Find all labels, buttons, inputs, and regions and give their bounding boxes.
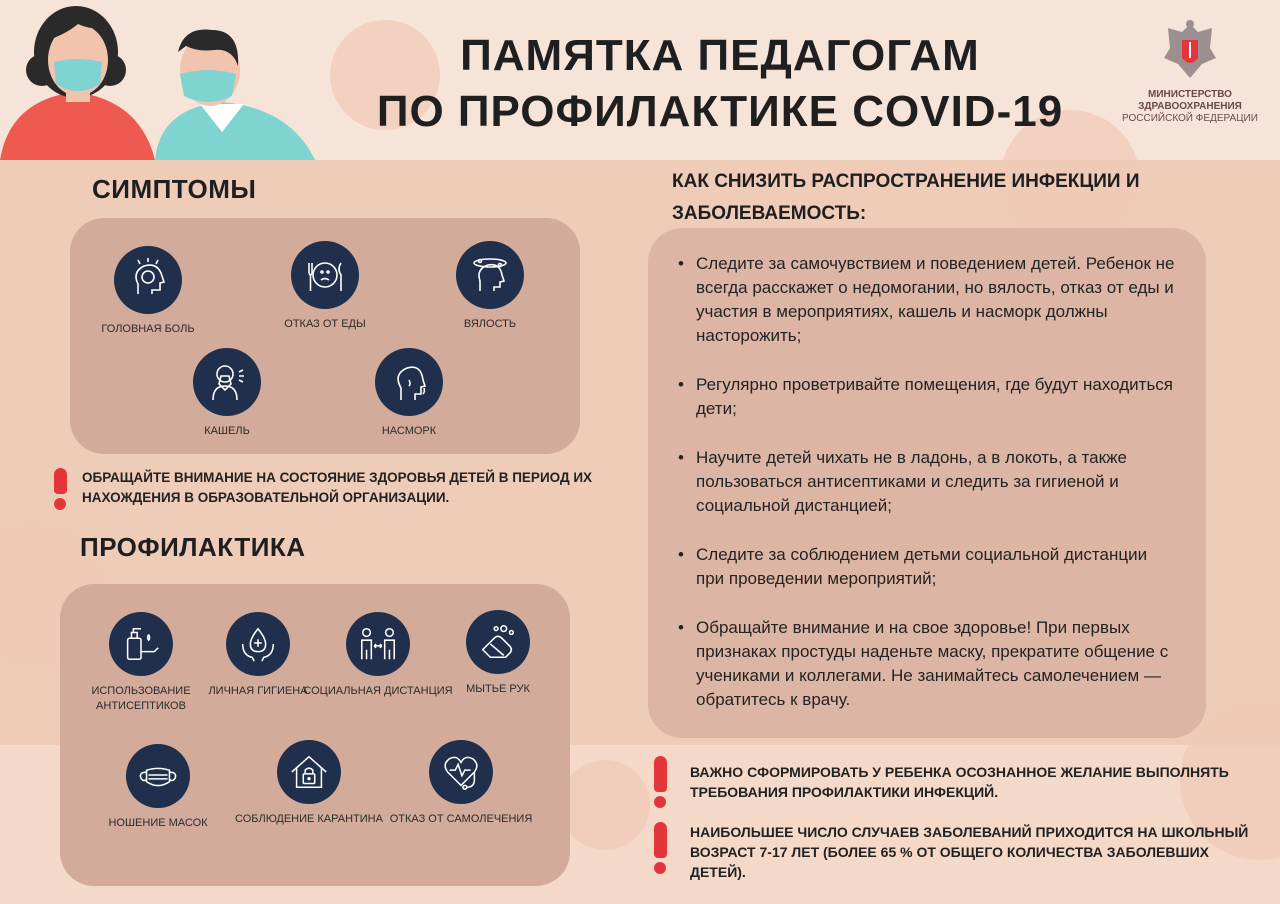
symptom-label: НАСМОРК xyxy=(381,425,437,437)
page-title xyxy=(320,28,1120,140)
symptoms-heading: СИМПТОМЫ xyxy=(92,174,257,204)
attention-text: ОБРАЩАЙТЕ ВНИМАНИЕ НА СОСТОЯНИЕ ЗДОРОВЬЯ ДЕТЕЙ В ПЕРИОД ИХ НАХОЖДЕНИЯ В ОБРАЗОВАТЕЛЬНОЙ ОРГАНИЗАЦИИ. xyxy=(82,470,593,505)
symptom-food-refusal xyxy=(250,241,400,332)
ministry-line-3: РОССИЙСКОЙ ФЕДЕРАЦИИ xyxy=(1122,113,1258,124)
symptom-cough xyxy=(152,348,302,439)
hygiene-icon xyxy=(226,612,290,676)
ministry-line-2: ЗДРАВООХРАНЕНИЯ xyxy=(1138,101,1242,112)
prevention-handwashing xyxy=(423,610,573,697)
ministry-line-1: МИНИСТЕРСТВО xyxy=(1148,89,1232,100)
symptom-label: ГОЛОВНАЯ БОЛЬ xyxy=(101,323,195,335)
food-refusal-icon xyxy=(291,241,359,309)
important-note xyxy=(652,756,1232,808)
prevention-label: ЛИЧНАЯ ГИГИЕНА xyxy=(208,685,308,697)
tip-item: • Следите за соблюдением детьми социальной дистанции при проведении мероприятий; xyxy=(678,543,1178,591)
handwashing-icon xyxy=(466,610,530,674)
cough-icon xyxy=(193,348,261,416)
virus-decoration xyxy=(560,760,650,850)
title-line-2: ПО ПРОФИЛАКТИКЕ COVID-19 xyxy=(376,87,1064,136)
age-statistics-note xyxy=(652,822,1252,882)
important-note-text: ВАЖНО СФОРМИРОВАТЬ У РЕБЕНКА ОСОЗНАННОЕ ЖЕЛАНИЕ ВЫПОЛНЯТЬ ТРЕБОВАНИЯ ПРОФИЛАКТИКИ ИНФЕКЦИЙ. xyxy=(690,764,1229,800)
stethoscope-heart-icon xyxy=(429,740,493,804)
prevention-label: МЫТЬЕ РУК xyxy=(466,683,530,695)
prevention-mask xyxy=(83,744,233,831)
age-statistics-text: НАИБОЛЬШЕЕ ЧИСЛО СЛУЧАЕВ ЗАБОЛЕВАНИЙ ПРИХОДИТСЯ НА ШКОЛЬНЫЙ ВОЗРАСТ 7-17 ЛЕТ (БОЛЕЕ 65 % ОТ ОБЩЕГО КОЛИЧЕСТВА ЗАБОЛЕВШИХ ДЕТЕЙ). xyxy=(690,824,1249,880)
prevention-label: СОБЛЮДЕНИЕ КАРАНТИНА xyxy=(235,813,383,825)
tip-item: • Обращайте внимание и на свое здоровье! При первых признаках простуды наденьте маску, прекратите общение с учениками и коллегами. Не занимайтесь самолечением — обратитесь к врачу. xyxy=(678,616,1178,712)
lethargy-icon xyxy=(456,241,524,309)
ministry-logo xyxy=(1110,18,1270,125)
exclamation-icon xyxy=(52,468,68,510)
symptom-label: КАШЕЛЬ xyxy=(204,425,250,437)
sanitizer-icon xyxy=(109,612,173,676)
tip-item: • Научите детей чихать не в ладонь, а в локоть, а также пользоваться антисептиками и следить за гигиеной и социальной дистанцией; xyxy=(678,446,1178,518)
prevention-label: ИСПОЛЬЗОВАНИЕ АНТИСЕПТИКОВ xyxy=(91,685,191,712)
attention-warning xyxy=(52,468,622,510)
symptom-lethargy xyxy=(415,241,565,332)
reduce-heading: КАК СНИЗИТЬ РАСПРОСТРАНЕНИЕ ИНФЕКЦИИ И ЗАБОЛЕВАЕМОСТЬ: xyxy=(672,171,1140,224)
tips-list xyxy=(678,252,1178,737)
eagle-emblem-icon xyxy=(1160,18,1220,84)
runny-nose-icon xyxy=(375,348,443,416)
prevention-no-self-treatment xyxy=(386,740,536,827)
mask-icon xyxy=(126,744,190,808)
exclamation-icon xyxy=(652,822,668,874)
quarantine-house-icon xyxy=(277,740,341,804)
social-distance-icon xyxy=(346,612,410,676)
title-line-1: ПАМЯТКА ПЕДАГОГАМ xyxy=(460,31,980,80)
prevention-label: СОЦИАЛЬНАЯ ДИСТАНЦИЯ xyxy=(303,685,453,697)
people-in-masks-illustration xyxy=(0,0,320,160)
prevention-label: ОТКАЗ ОТ САМОЛЕЧЕНИЯ xyxy=(389,813,533,825)
exclamation-icon xyxy=(652,756,668,808)
prevention-heading: ПРОФИЛАКТИКА xyxy=(80,532,306,562)
tip-item: • Регулярно проветривайте помещения, где будут находиться дети; xyxy=(678,373,1178,421)
symptom-runny-nose xyxy=(334,348,484,439)
headache-icon xyxy=(114,246,182,314)
tip-item: • Следите за самочувствием и поведением детей. Ребенок не всегда расскажет о недомогании, но вялость, отказ от еды и участия в мероприятиях, кашель и насморк должны насторожить; xyxy=(678,252,1178,348)
prevention-label: НОШЕНИЕ МАСОК xyxy=(108,817,208,829)
symptom-headache xyxy=(73,246,223,337)
symptom-label: ОТКАЗ ОТ ЕДЫ xyxy=(284,318,366,330)
prevention-quarantine xyxy=(234,740,384,827)
symptom-label: ВЯЛОСТЬ xyxy=(463,318,517,330)
